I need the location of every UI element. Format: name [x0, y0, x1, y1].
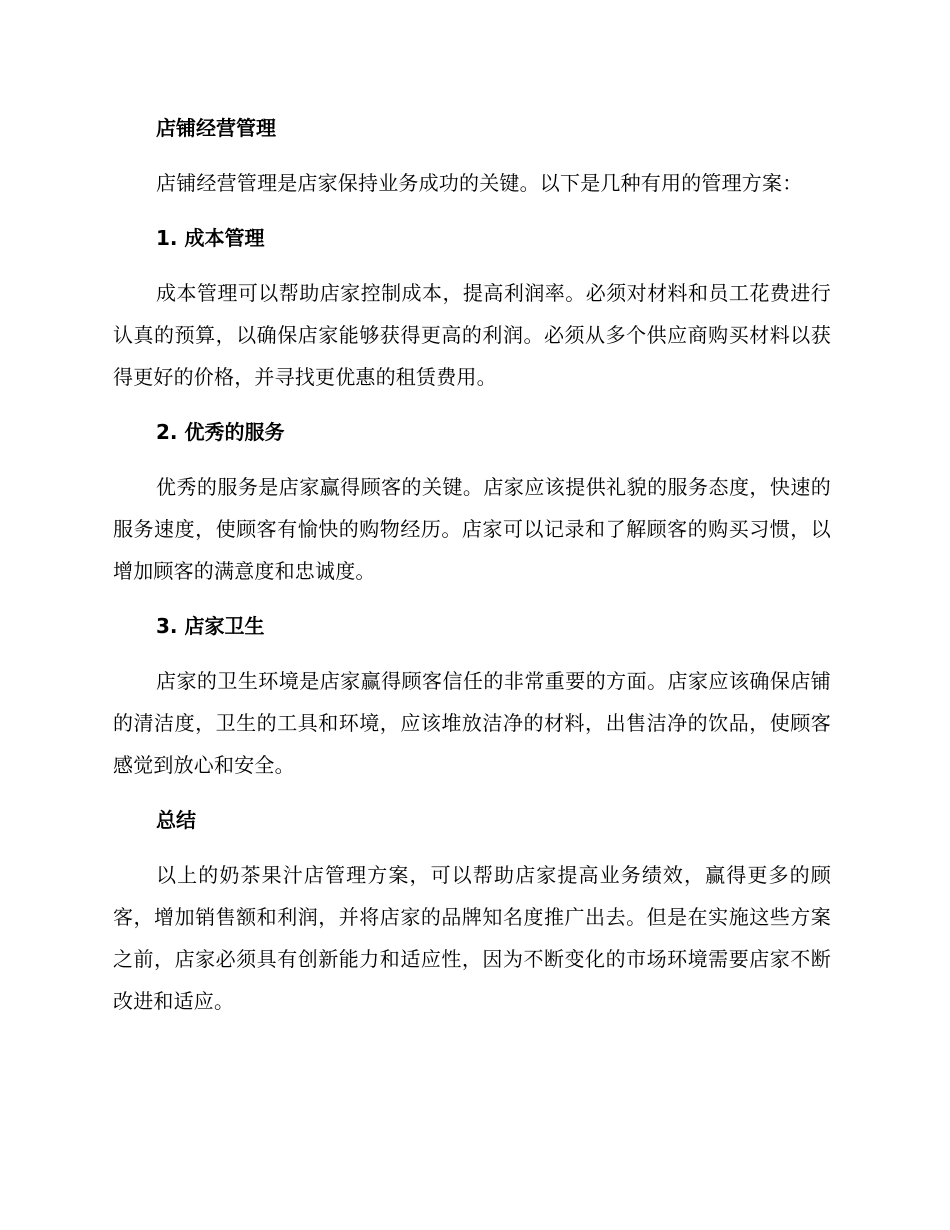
section-heading-summary: 总结 [156, 808, 196, 832]
intro-paragraph: 店铺经营管理是店家保持业务成功的关键。以下是几种有用的管理方案： [156, 171, 803, 195]
section-heading-service: 2. 优秀的服务 [156, 420, 285, 444]
document-content [113, 108, 831, 1036]
section-body-summary: 以上的奶茶果汁店管理方案，可以帮助店家提高业务绩效，赢得更多的顾客，增加销售额和利润，并将店家的品牌知名度推广出去。但是在实施这些方案之前，店家必须具有创新能力和适应性，因为不断变化的市场环境需要店家不断改进和适应。 [113, 863, 831, 1013]
section-heading-hygiene: 3. 店家卫生 [156, 614, 265, 638]
section-body-hygiene: 店家的卫生环境是店家赢得顾客信任的非常重要的方面。店家应该确保店铺的清洁度，卫生的工具和环境，应该堆放洁净的材料，出售洁净的饮品，使顾客感觉到放心和安全。 [113, 669, 831, 777]
section-body-service: 优秀的服务是店家赢得顾客的关键。店家应该提供礼貌的服务态度，快速的服务速度，使顾客有愉快的购物经历。店家可以记录和了解顾客的购买习惯，以增加顾客的满意度和忠诚度。 [113, 475, 831, 583]
section-body-cost: 成本管理可以帮助店家控制成本，提高利润率。必须对材料和员工花费进行认真的预算，以确保店家能够获得更高的利润。必须从多个供应商购买材料以获得更好的价格，并寻找更优惠的租赁费用。 [113, 281, 831, 389]
document-title: 店铺经营管理 [156, 116, 276, 140]
section-heading-cost: 1. 成本管理 [156, 226, 265, 250]
